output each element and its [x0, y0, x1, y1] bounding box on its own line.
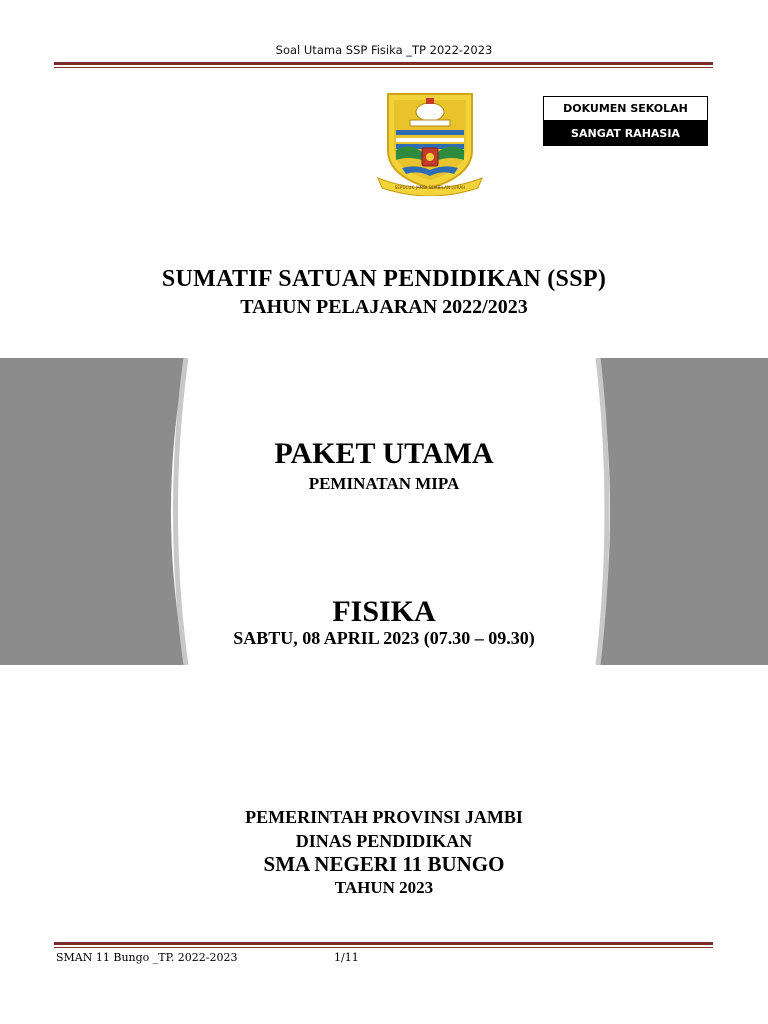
document-label-badge: DOKUMEN SEKOLAH [543, 96, 708, 121]
department-name: DINAS PENDIDIKAN [295, 831, 473, 851]
exam-title: SUMATIF SATUAN PENDIDIKAN (SSP) [161, 266, 607, 292]
document-year: TAHUN 2023 [334, 878, 434, 897]
exam-schedule: SABTU, 08 APRIL 2023 (07.30 – 09.30) [233, 628, 535, 648]
provincial-emblem-icon [376, 90, 484, 196]
school-name: SMA NEGERI 11 BUNGO [263, 852, 505, 876]
confidential-badge: SANGAT RAHASIA [543, 121, 708, 146]
footer-rule [54, 942, 713, 948]
subject-title: FISIKA [332, 595, 436, 628]
footer-text: SMAN 11 Bungo _TP. 2022-2023 [56, 951, 238, 964]
page-header: Soal Utama SSP Fisika _TP 2022-2023 [275, 43, 493, 57]
page-number: 1/11 [334, 951, 359, 964]
header-rule [54, 62, 713, 68]
academic-year-title: TAHUN PELAJARAN 2022/2023 [240, 296, 528, 318]
emblem-motto: SEPUCUK JAMBI SEMBILAN LURAH [394, 185, 466, 190]
government-name: PEMERINTAH PROVINSI JAMBI [245, 807, 523, 827]
package-title: PAKET UTAMA [274, 437, 494, 470]
track-label: PEMINATAN MIPA [308, 474, 460, 493]
